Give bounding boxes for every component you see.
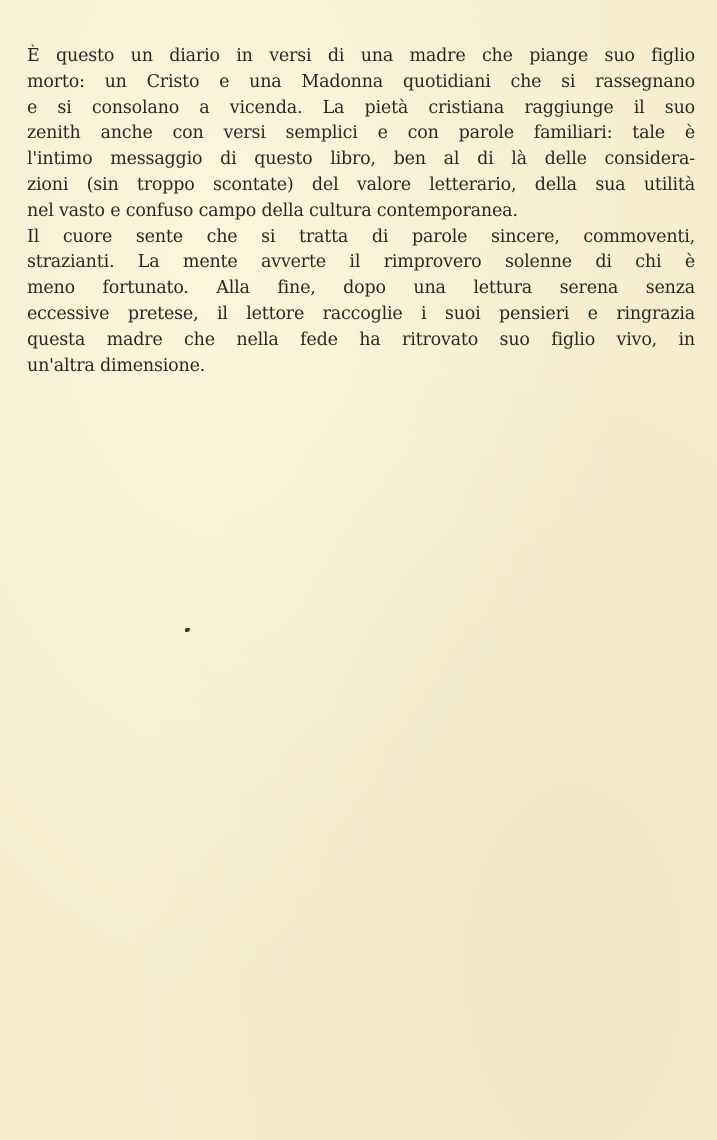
blurb-line: eccessive pretese, il lettore raccoglie i suoi pensieri e ringrazia [27,303,695,324]
blurb-line: e si consolano a vicenda. La pietà cristiana raggiunge il suo [27,97,695,118]
blurb-line: È questo un diario in versi di una madre che piange suo figlio [27,46,695,66]
blurb-line: questa madre che nella fede ha ritrovato suo figlio vivo, in [27,329,695,350]
blurb-line: nel vasto e confuso campo della cultura contemporanea. [27,200,518,221]
blurb-line: strazianti. La mente avverte il rimprovero solenne di chi è [27,252,695,273]
back-cover-blurb [27,44,695,379]
blurb-line: morto: un Cristo e una Madonna quotidiani che si rassegnano [27,71,695,92]
blurb-line: un'altra dimensione. [27,355,206,376]
ink-speck [185,628,190,632]
blurb-line: zenith anche con versi semplici e con parole familiari: tale è [27,123,695,144]
blurb-line: l'intimo messaggio di questo libro, ben al di là delle considera- [27,149,695,170]
blurb-line: Il cuore sente che si tratta di parole sincere, commoventi, [27,226,695,247]
blurb-line: meno fortunato. Alla fine, dopo una lettura serena senza [27,278,695,299]
blurb-line: zioni (sin troppo scontate) del valore letterario, della sua utilità [27,174,695,195]
